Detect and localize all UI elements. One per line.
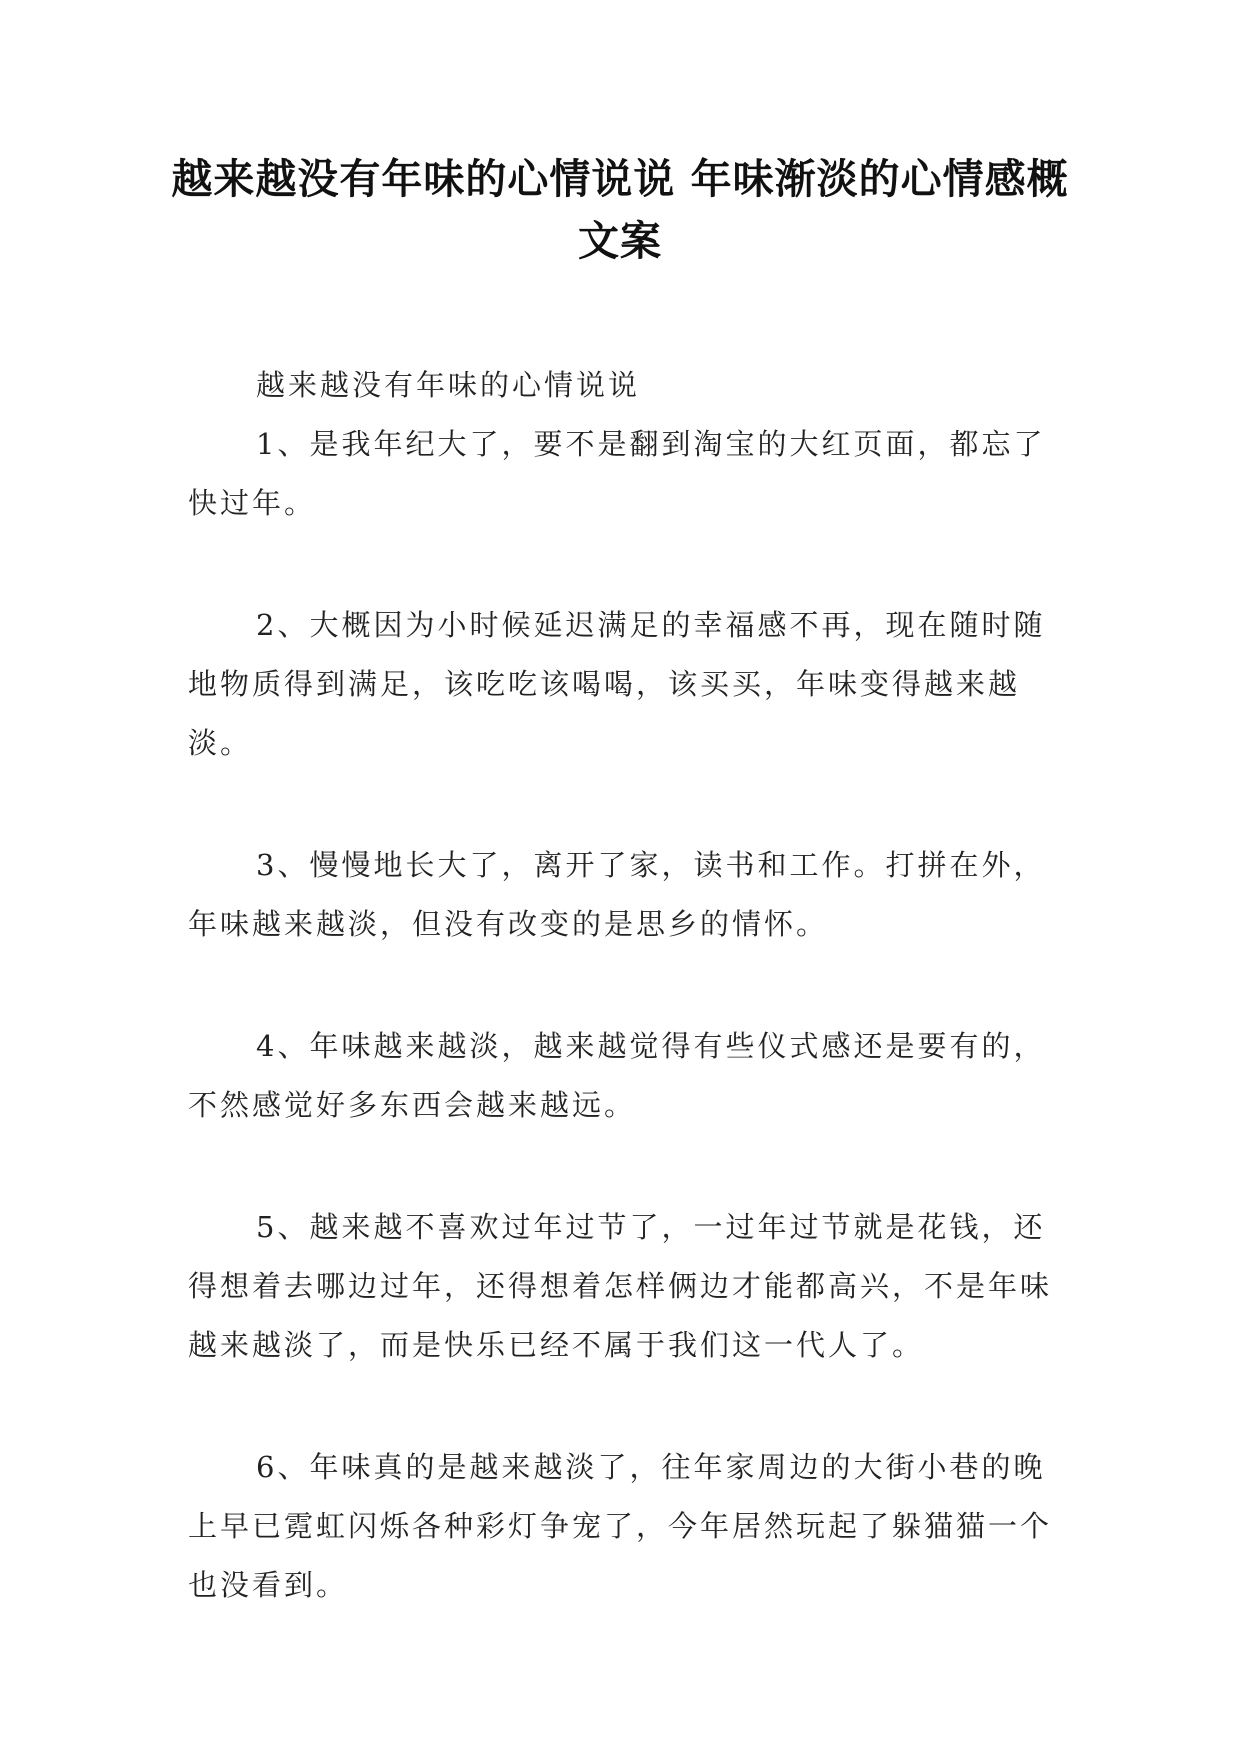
document-title: 越来越没有年味的心情说说 年味渐淡的心情感概文案 [171, 155, 1069, 265]
paragraph-6: 6、年味真的是越来越淡了，往年家周边的大街小巷的晚上早已霓虹闪烁各种彩灯争宠了，今年居然玩起了躲猫猫一个也没看到。 [188, 1450, 1053, 1602]
paragraph-4: 4、年味越来越淡，越来越觉得有些仪式感还是要有的，不然感觉好多东西会越来越远。 [188, 1029, 1046, 1122]
section-heading: 越来越没有年味的心情说说 [256, 368, 641, 402]
paragraph-3: 3、慢慢地长大了，离开了家，读书和工作。打拼在外，年味越来越淡，但没有改变的是思乡的情怀。 [188, 848, 1046, 941]
paragraph-2: 2、大概因为小时候延迟满足的幸福感不再，现在随时随地物质得到满足，该吃吃该喝喝，该买买，年味变得越来越淡。 [188, 608, 1046, 760]
paragraph-1: 1、是我年纪大了，要不是翻到淘宝的大红页面，都忘了快过年。 [188, 427, 1046, 520]
document-body [188, 356, 1058, 1678]
paragraph-5: 5、越来越不喜欢过年过节了，一过年过节就是花钱，还得想着去哪边过年，还得想着怎样俩边才能都高兴，不是年味越来越淡了，而是快乐已经不属于我们这一代人了。 [188, 1210, 1053, 1362]
